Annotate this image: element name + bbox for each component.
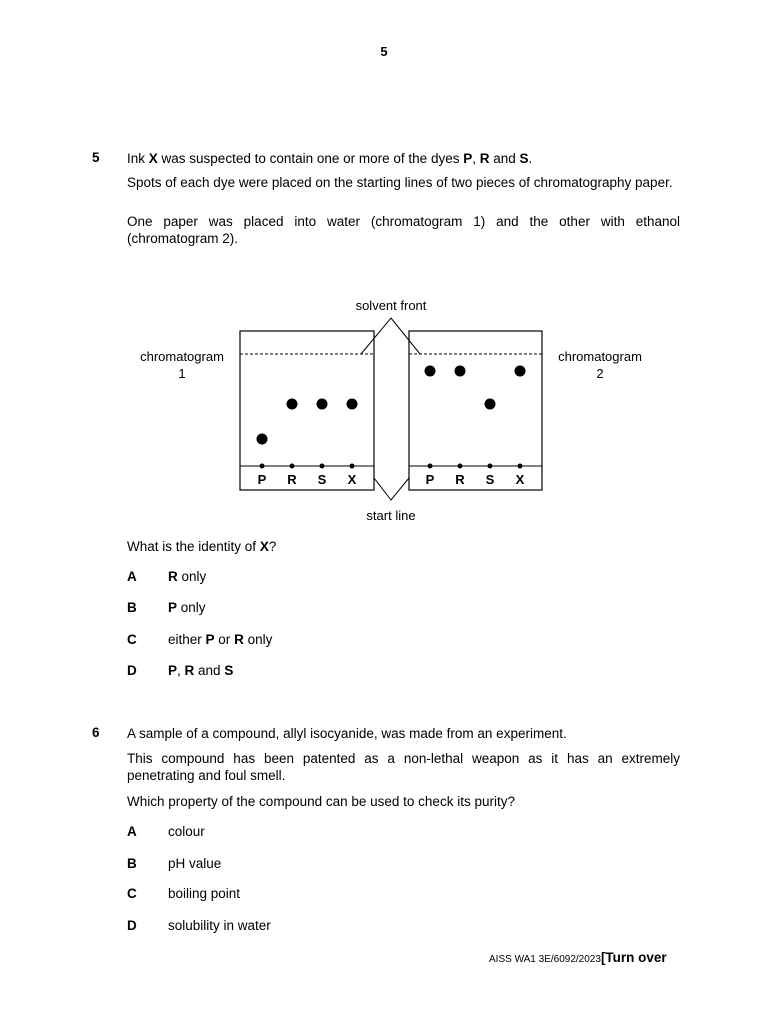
chromatogram-1-label: chromatogram: [140, 349, 224, 364]
chromatogram-2-spot-S: [485, 399, 496, 410]
page-number: 5: [380, 44, 388, 59]
chromatogram-2-origin-S: [488, 464, 493, 469]
chromatogram-2-origin-X: [518, 464, 523, 469]
chromatogram-2-lane-S: S: [485, 472, 495, 487]
solvent-front-label: solvent front: [355, 298, 427, 313]
paper-code: AISS WA1 3E/6092/2023: [489, 954, 601, 965]
chromatogram-1-lane-P: P: [257, 472, 267, 487]
chromatogram-1-spot-S: [317, 399, 328, 410]
chromatogram-2-label: chromatogram: [558, 349, 642, 364]
chromatogram-2-lane-X: X: [515, 472, 525, 487]
chromatogram-1-origin-P: [260, 464, 265, 469]
question-6-paragraph-2: This compound has been patented as a non-lethal weapon as it has an extremely penetrating and foul smell.: [127, 751, 680, 783]
chromatogram-2-spot-P: [425, 366, 436, 377]
question-5-option-d-letter: D: [127, 663, 137, 678]
question-6-option-d-text: solubility in water: [168, 918, 271, 933]
chromatogram-1-lane-S: S: [317, 472, 327, 487]
chromatogram-2-origin-R: [458, 464, 463, 469]
question-6-prompt: Which property of the compound can be used to check its purity?: [127, 794, 515, 809]
question-5-option-a-letter: A: [127, 569, 137, 584]
chromatogram-1-number: 1: [178, 366, 186, 381]
question-6-option-b-text: pH value: [168, 856, 222, 871]
chromatogram-2-lane-R: R: [455, 472, 465, 487]
question-6-option-c-letter: C: [127, 886, 137, 901]
question-6-option-d-letter: D: [127, 918, 137, 933]
chromatography-diagram: [125, 292, 655, 527]
chromatogram-1-origin-S: [320, 464, 325, 469]
turn-over-label: [Turn over: [600, 950, 667, 965]
chromatogram-2-spot-R: [455, 366, 466, 377]
question-5-prompt: What is the identity of X?: [127, 539, 277, 554]
question-6-option-a-text: colour: [168, 824, 205, 839]
chromatogram-2-spot-X: [515, 366, 526, 377]
chromatogram-2-number: 2: [596, 366, 604, 381]
chromatogram-1-origin-X: [350, 464, 355, 469]
chromatogram-2-origin-P: [428, 464, 433, 469]
chromatogram-1-lane-X: X: [347, 472, 357, 487]
chromatogram-1-spot-X: [347, 399, 358, 410]
chromatogram-1-origin-R: [290, 464, 295, 469]
question-5-paragraph-2: Spots of each dye were placed on the starting lines of two pieces of chromatography paper.: [127, 175, 673, 190]
question-6-paragraph-1: A sample of a compound, allyl isocyanide, was made from an experiment.: [127, 726, 567, 741]
chromatogram-1-spot-R: [287, 399, 298, 410]
chromatogram-1-lane-R: R: [287, 472, 297, 487]
page-footer: [489, 950, 667, 965]
question-5-intro: Ink X was suspected to contain one or more of the dyes P, R and S.: [127, 151, 533, 166]
chromatogram-1-spot-P: [257, 434, 268, 445]
question-6-option-c-text: boiling point: [168, 886, 241, 901]
question-6-option-b-letter: B: [127, 856, 137, 871]
question-5-paragraph-3: One paper was placed into water (chromatogram 1) and the other with ethanol (chromatogram 2).: [127, 214, 680, 246]
solvent-front-pointer: [361, 318, 420, 354]
question-5-option-b-text: P only: [168, 600, 206, 615]
start-line-label: start line: [366, 508, 416, 523]
question-6-number: 6: [92, 725, 100, 740]
chromatogram-2-lane-P: P: [425, 472, 435, 487]
question-5-option-c-text: either P or R only: [168, 632, 273, 647]
question-5-option-d-text: P, R and S: [168, 663, 234, 678]
question-6-option-a-letter: A: [127, 824, 137, 839]
start-line-pointer: [374, 478, 409, 500]
question-5-option-b-letter: B: [127, 600, 137, 615]
question-5-option-c-letter: C: [127, 632, 137, 647]
question-5-option-a-text: R only: [168, 569, 207, 584]
question-5-number: 5: [92, 150, 100, 165]
